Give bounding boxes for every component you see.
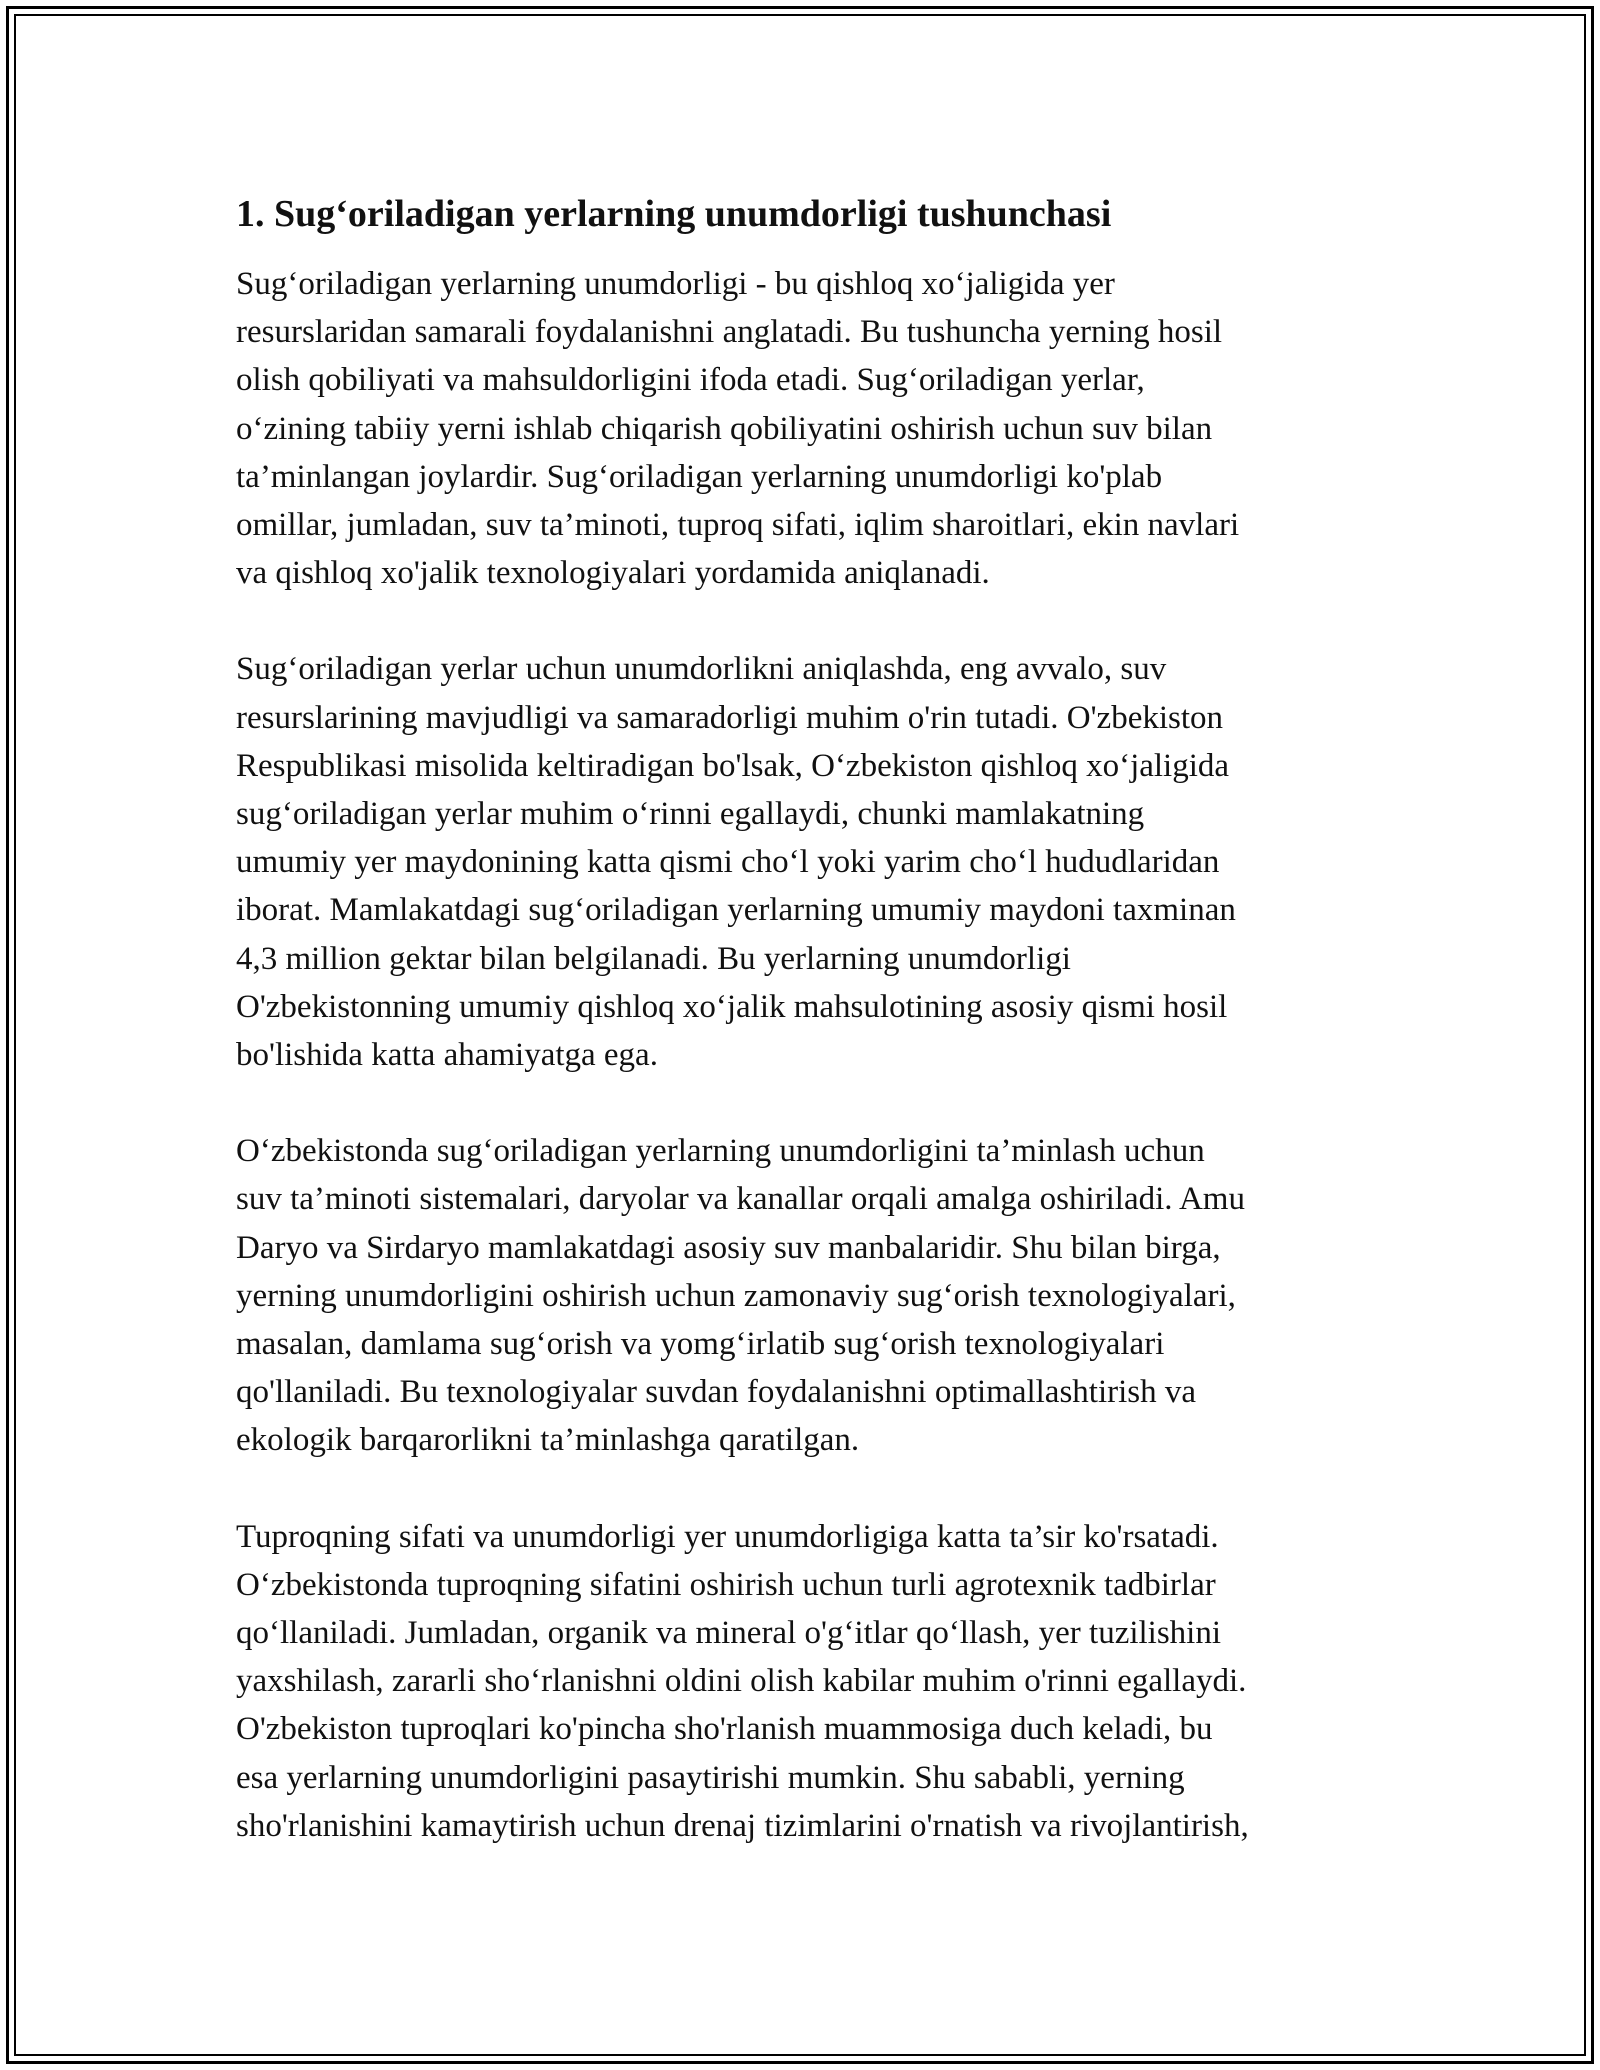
- paragraph-line: iborat. Mamlakatdagi sug‘oriladigan yerlarning umumiy maydoni taxminan: [236, 892, 1236, 929]
- paragraph-line: sug‘oriladigan yerlar muhim o‘rinni egallaydi, chunki mamlakatning: [236, 796, 1145, 833]
- paragraph-line: yerning unumdorligini oshirish uchun zamonaviy sug‘orish texnologiyalari,: [236, 1277, 1236, 1314]
- paragraph-line: 4,3 million gektar bilan belgilanadi. Bu yerlarning unumdorligi: [236, 940, 1071, 977]
- paragraph-line: o‘zining tabiiy yerni ishlab chiqarish qobiliyatini oshirish uchun suv bilan: [236, 410, 1213, 447]
- paragraph-2: [236, 645, 1368, 1079]
- paragraph-1: [236, 260, 1368, 597]
- paragraph-line: Tuproqning sifati va unumdorligi yer unumdorligiga katta ta’sir ko'rsatadi.: [236, 1518, 1219, 1555]
- paragraph-line: Respublikasi misolida keltiradigan bo'lsak, O‘zbekiston qishloq xo‘jaligida: [236, 747, 1230, 784]
- paragraph-line: qo'llaniladi. Bu texnologiyalar suvdan foydalanishni optimallashtirish va: [236, 1374, 1197, 1411]
- paragraph-line: qo‘llaniladi. Jumladan, organik va mineral o'g‘itlar qo‘llash, yer tuzilishini: [236, 1615, 1222, 1652]
- paragraph-line: sho'rlanishini kamaytirish uchun drenaj tizimlarini o'rnatish va rivojlantirish,: [236, 1807, 1249, 1844]
- section-heading: 1. Sug‘oriladigan yerlarning unumdorligi tushunchasi: [236, 193, 1112, 235]
- paragraph-line: O‘zbekistonda tuproqning sifatini oshirish uchun turli agrotexnik tadbirlar: [236, 1566, 1216, 1603]
- document-body: [236, 186, 1368, 1898]
- paragraph-line: Daryo va Sirdaryo mamlakatdagi asosiy suv manbalaridir. Shu bilan birga,: [236, 1229, 1221, 1266]
- paragraph-line: esa yerlarning unumdorligini pasaytirishi mumkin. Shu sababli, yerning: [236, 1759, 1185, 1796]
- paragraph-line: resurslarining mavjudligi va samaradorligi muhim o'rin tutadi. O'zbekiston: [236, 699, 1224, 736]
- paragraph-line: omillar, jumladan, suv ta’minoti, tuproq sifati, iqlim sharoitlari, ekin navlari: [236, 507, 1240, 544]
- paragraph-line: yaxshilash, zararli sho‘rlanishni oldini olish kabilar muhim o'rinni egallaydi.: [236, 1663, 1247, 1700]
- paragraph-line: ta’minlangan joylardir. Sug‘oriladigan yerlarning unumdorligi ko'plab: [236, 458, 1163, 495]
- paragraph-line: resurslaridan samarali foydalanishni anglatadi. Bu tushuncha yerning hosil: [236, 314, 1223, 351]
- paragraph-line: va qishloq xo'jalik texnologiyalari yordamida aniqlanadi.: [236, 555, 990, 592]
- paragraph-line: olish qobiliyati va mahsuldorligini ifoda etadi. Sug‘oriladigan yerlar,: [236, 362, 1145, 399]
- paragraph-line: bo'lishida katta ahamiyatga ega.: [236, 1037, 658, 1074]
- paragraph-line: umumiy yer maydonining katta qismi cho‘l yoki yarim cho‘l hududlaridan: [236, 844, 1220, 881]
- paragraph-line: masalan, damlama sug‘orish va yomg‘irlatib sug‘orish texnologiyalari: [236, 1326, 1165, 1363]
- paragraph-line: ekologik barqarorlikni ta’minlashga qaratilgan.: [236, 1422, 860, 1459]
- paragraph-line: O‘zbekistonda sug‘oriladigan yerlarning unumdorligini ta’minlash uchun: [236, 1133, 1205, 1170]
- paragraph-line: O'zbekistonning umumiy qishloq xo‘jalik mahsulotining asosiy qismi hosil: [236, 988, 1228, 1025]
- paragraph-line: Sug‘oriladigan yerlarning unumdorligi - bu qishloq xo‘jaligida yer: [236, 266, 1115, 302]
- paragraph-line: suv ta’minoti sistemalari, daryolar va kanallar orqali amalga oshiriladi. Amu: [236, 1181, 1245, 1218]
- paragraph-3: [236, 1127, 1368, 1464]
- paragraph-line: O'zbekiston tuproqlari ko'pincha sho'rlanish muammosiga duch keladi, bu: [236, 1711, 1213, 1748]
- paragraph-line: Sug‘oriladigan yerlar uchun unumdorlikni aniqlashda, eng avvalo, suv: [236, 651, 1167, 688]
- paragraph-4: [236, 1513, 1368, 1850]
